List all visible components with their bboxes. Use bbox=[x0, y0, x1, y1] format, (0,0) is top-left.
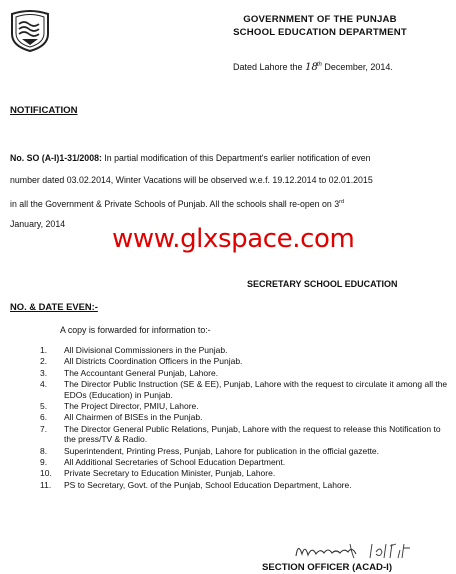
recipient-list bbox=[40, 345, 450, 491]
header-department: SCHOOL EDUCATION DEPARTMENT bbox=[233, 27, 407, 38]
notice-line-1 bbox=[10, 152, 438, 164]
dated-rest: December, 2014. bbox=[324, 62, 393, 72]
list-item-number: 11. bbox=[40, 479, 52, 490]
notification-heading: NOTIFICATION bbox=[10, 105, 78, 116]
list-item bbox=[40, 457, 450, 468]
list-item-number: 3. bbox=[40, 367, 48, 378]
section-officer-title: SECTION OFFICER (ACAD-I) bbox=[262, 562, 393, 573]
list-item bbox=[40, 424, 450, 446]
list-item-text: All Additional Secretaries of School Education Department. bbox=[64, 456, 286, 467]
list-item-number: 7. bbox=[40, 423, 48, 434]
notice-line-1-text: In partial modification of this Department's earlier notification of even bbox=[104, 153, 371, 163]
list-item bbox=[40, 446, 450, 457]
dated-day: 18 bbox=[305, 62, 318, 73]
list-item bbox=[40, 401, 450, 412]
notice-number: No. SO (A-I)1-31/2008: bbox=[10, 153, 102, 163]
handwritten-signature bbox=[292, 538, 422, 562]
list-item-number: 10. bbox=[40, 468, 52, 479]
list-item bbox=[40, 468, 450, 479]
notice-line-3 bbox=[10, 196, 438, 210]
header-government: GOVERNMENT OF THE PUNJAB bbox=[243, 14, 397, 25]
no-date-even-heading: NO. & DATE EVEN:- bbox=[10, 301, 98, 312]
list-item-text: PS to Secretary, Govt. of the Punjab, School Education Department, Lahore. bbox=[64, 479, 352, 490]
list-item-number: 1. bbox=[40, 345, 48, 355]
secretary-title: SECRETARY SCHOOL EDUCATION bbox=[247, 279, 398, 289]
list-item-number: 6. bbox=[40, 412, 48, 423]
list-item-text: Private Secretary to Education Minister, Punjab, Lahore. bbox=[64, 468, 276, 479]
notice-line-3-text: in all the Government & Private Schools of Punjab. All the schools shall re-open on 3 bbox=[10, 198, 340, 209]
list-item bbox=[40, 412, 450, 423]
dated-day-suffix: th bbox=[316, 62, 322, 68]
notice-line-2: number dated 03.02.2014, Winter Vacations will be observed w.e.f. 19.12.2014 to 02.01.2015 bbox=[10, 175, 373, 185]
list-item bbox=[40, 368, 450, 379]
list-item bbox=[40, 356, 450, 367]
list-item bbox=[40, 379, 450, 401]
forward-text: A copy is forwarded for information to:- bbox=[60, 325, 211, 335]
list-item-text: The Director General Public Relations, Punjab, Lahore with the request to release this Notification to the press/TV & Radio. bbox=[64, 423, 441, 445]
list-item-text: The Accountant General Punjab, Lahore. bbox=[64, 367, 219, 378]
list-item-text: The Project Director, PMIU, Lahore. bbox=[64, 400, 199, 411]
list-item-number: 5. bbox=[40, 400, 48, 411]
list-item bbox=[40, 345, 450, 356]
list-item-text: All Districts Coordination Officers in the Punjab. bbox=[64, 356, 243, 367]
notice-line-4: January, 2014 bbox=[10, 219, 66, 229]
dated-line bbox=[233, 62, 393, 73]
notice-line-3-sup: rd bbox=[339, 199, 345, 205]
dated-prefix: Dated Lahore the bbox=[233, 62, 303, 72]
list-item-text: All Chairmen of BISEs in the Punjab. bbox=[64, 412, 203, 423]
punjab-emblem-icon bbox=[8, 8, 52, 52]
list-item-text: Superintendent, Printing Press, Punjab, Lahore for publication in the official gazette. bbox=[64, 445, 380, 456]
list-item-text: The Director Public Instruction (SE & EE), Punjab, Lahore with the request to circulate it among all the EDOs (Education) in Punjab. bbox=[64, 378, 448, 400]
watermark-url: www.glxspace.com bbox=[112, 224, 355, 254]
list-item-number: 4. bbox=[40, 378, 48, 389]
list-item-text: All Divisional Commissioners in the Punjab. bbox=[64, 345, 228, 355]
list-item-number: 2. bbox=[40, 356, 48, 367]
list-item-number: 9. bbox=[40, 456, 48, 467]
list-item-number: 8. bbox=[40, 445, 48, 456]
list-item bbox=[40, 480, 450, 491]
